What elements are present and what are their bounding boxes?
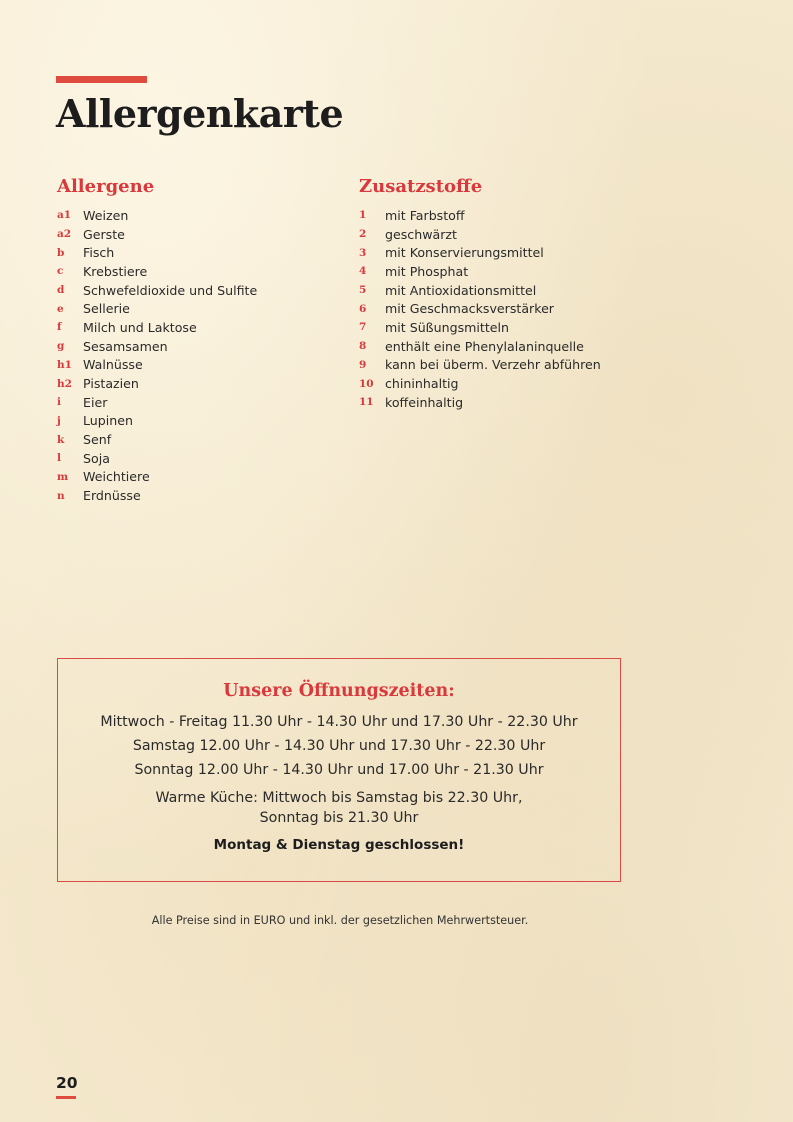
allergen-item-code: l <box>57 452 61 465</box>
additive-item <box>359 393 601 412</box>
additive-item <box>359 225 601 244</box>
additive-item-label: mit Süßungsmitteln <box>385 319 510 335</box>
additive-item-code: 1 <box>359 209 367 222</box>
allergen-item-label: Soja <box>83 450 110 466</box>
title-accent-bar <box>56 76 147 83</box>
allergen-item-code: m <box>57 470 69 483</box>
allergen-item <box>57 299 257 318</box>
additive-item-code: 3 <box>359 246 367 259</box>
additive-item <box>359 318 601 337</box>
allergen-item-code: j <box>57 414 61 427</box>
additive-item-label: mit Geschmacksverstärker <box>385 301 554 317</box>
additive-item-label: geschwärzt <box>385 226 457 242</box>
additive-item-code: 9 <box>359 358 367 371</box>
additive-item-label: mit Antioxidationsmittel <box>385 282 537 298</box>
allergen-item-code: c <box>57 265 64 278</box>
allergen-item-label: Lupinen <box>83 413 133 429</box>
allergen-item-label: Eier <box>83 394 108 410</box>
allergen-item-code: h2 <box>57 377 72 390</box>
allergen-item-code: k <box>57 433 65 446</box>
allergen-item-code: a1 <box>57 209 72 222</box>
additive-item <box>359 374 601 393</box>
additive-item <box>359 299 601 318</box>
allergen-item-label: Senf <box>83 432 112 448</box>
allergen-item <box>57 430 257 449</box>
allergen-item <box>57 449 257 468</box>
additive-item-label: kann bei überm. Verzehr abführen <box>385 357 601 373</box>
page-number: 20 <box>56 1074 78 1092</box>
allergen-item <box>57 243 257 262</box>
allergen-item <box>57 225 257 244</box>
allergen-item <box>57 281 257 300</box>
additive-item <box>359 356 601 375</box>
allergen-item-code: g <box>57 340 65 353</box>
allergen-item-code: d <box>57 284 65 297</box>
additive-item-label: mit Phosphat <box>385 263 469 279</box>
allergens-heading: Allergene <box>57 176 155 197</box>
additive-item-label: koffeinhaltig <box>385 394 464 410</box>
vat-note: Alle Preise sind in EURO und inkl. der gesetzlichen Mehrwertsteuer. <box>151 914 529 927</box>
additive-item <box>359 243 601 262</box>
allergen-item-label: Weizen <box>83 207 129 223</box>
allergen-item-code: i <box>57 396 61 409</box>
page-number-accent-bar <box>56 1096 76 1099</box>
additive-item-code: 4 <box>359 265 367 278</box>
additives-heading: Zusatzstoffe <box>359 176 483 197</box>
allergen-item-code: f <box>57 321 62 334</box>
hours-line-wed-fri: Mittwoch - Freitag 11.30 Uhr - 14.30 Uhr und 17.30 Uhr - 22.30 Uhr <box>100 714 578 730</box>
allergen-item <box>57 374 257 393</box>
allergen-list <box>57 206 257 505</box>
allergen-item-code: e <box>57 302 64 315</box>
allergen-item <box>57 337 257 356</box>
allergen-item <box>57 412 257 431</box>
allergen-item-label: Gerste <box>83 226 125 242</box>
allergen-item-label: Weichtiere <box>83 469 150 485</box>
kitchen-hours-line-2: Sonntag bis 21.30 Uhr <box>259 810 419 826</box>
closed-days-note: Montag & Dienstag geschlossen! <box>213 837 465 853</box>
allergen-item <box>57 262 257 281</box>
allergen-item-code: a2 <box>57 228 72 241</box>
allergen-item <box>57 206 257 225</box>
allergen-item <box>57 356 257 375</box>
additive-item <box>359 337 601 356</box>
additive-item-code: 10 <box>359 377 374 390</box>
opening-hours-box <box>57 658 621 882</box>
allergen-item-code: n <box>57 489 65 502</box>
additive-item-label: enthält eine Phenylalaninquelle <box>385 338 584 354</box>
allergen-item <box>57 318 257 337</box>
additive-item-label: mit Farbstoff <box>385 207 465 223</box>
allergen-item-label: Pistazien <box>83 376 139 392</box>
additive-item <box>359 262 601 281</box>
additive-item-code: 6 <box>359 302 367 315</box>
additive-item <box>359 281 601 300</box>
hours-line-sunday: Sonntag 12.00 Uhr - 14.30 Uhr und 17.00 Uhr - 21.30 Uhr <box>134 762 544 778</box>
page-title: Allergenkarte <box>56 91 344 136</box>
allergen-item-label: Milch und Laktose <box>83 319 197 335</box>
additive-item-code: 5 <box>359 284 367 297</box>
allergen-item-label: Krebstiere <box>83 263 148 279</box>
opening-hours-title: Unsere Öffnungszeiten: <box>223 681 455 701</box>
additive-item-code: 7 <box>359 321 367 334</box>
allergen-item-label: Erdnüsse <box>83 488 141 504</box>
additive-item-code: 8 <box>359 340 367 353</box>
allergen-item <box>57 393 257 412</box>
allergen-item <box>57 486 257 505</box>
additive-item <box>359 206 601 225</box>
allergen-item-label: Walnüsse <box>83 357 143 373</box>
additive-item-label: chininhaltig <box>385 376 459 392</box>
allergen-item-label: Sesamsamen <box>83 338 168 354</box>
allergen-item-label: Schwefeldioxide und Sulfite <box>83 282 258 298</box>
additive-item-code: 11 <box>359 396 374 409</box>
additive-item-label: mit Konservierungsmittel <box>385 245 544 261</box>
hours-line-saturday: Samstag 12.00 Uhr - 14.30 Uhr und 17.30 Uhr - 22.30 Uhr <box>132 738 546 754</box>
kitchen-hours-line-1: Warme Küche: Mittwoch bis Samstag bis 22.30 Uhr, <box>155 790 523 806</box>
additive-item-code: 2 <box>359 228 367 241</box>
allergen-item-code: h1 <box>57 358 72 371</box>
allergen-item-label: Sellerie <box>83 301 130 317</box>
additive-list <box>359 206 601 412</box>
allergen-item <box>57 468 257 487</box>
allergen-item-label: Fisch <box>83 245 115 261</box>
allergen-item-code: b <box>57 246 65 259</box>
